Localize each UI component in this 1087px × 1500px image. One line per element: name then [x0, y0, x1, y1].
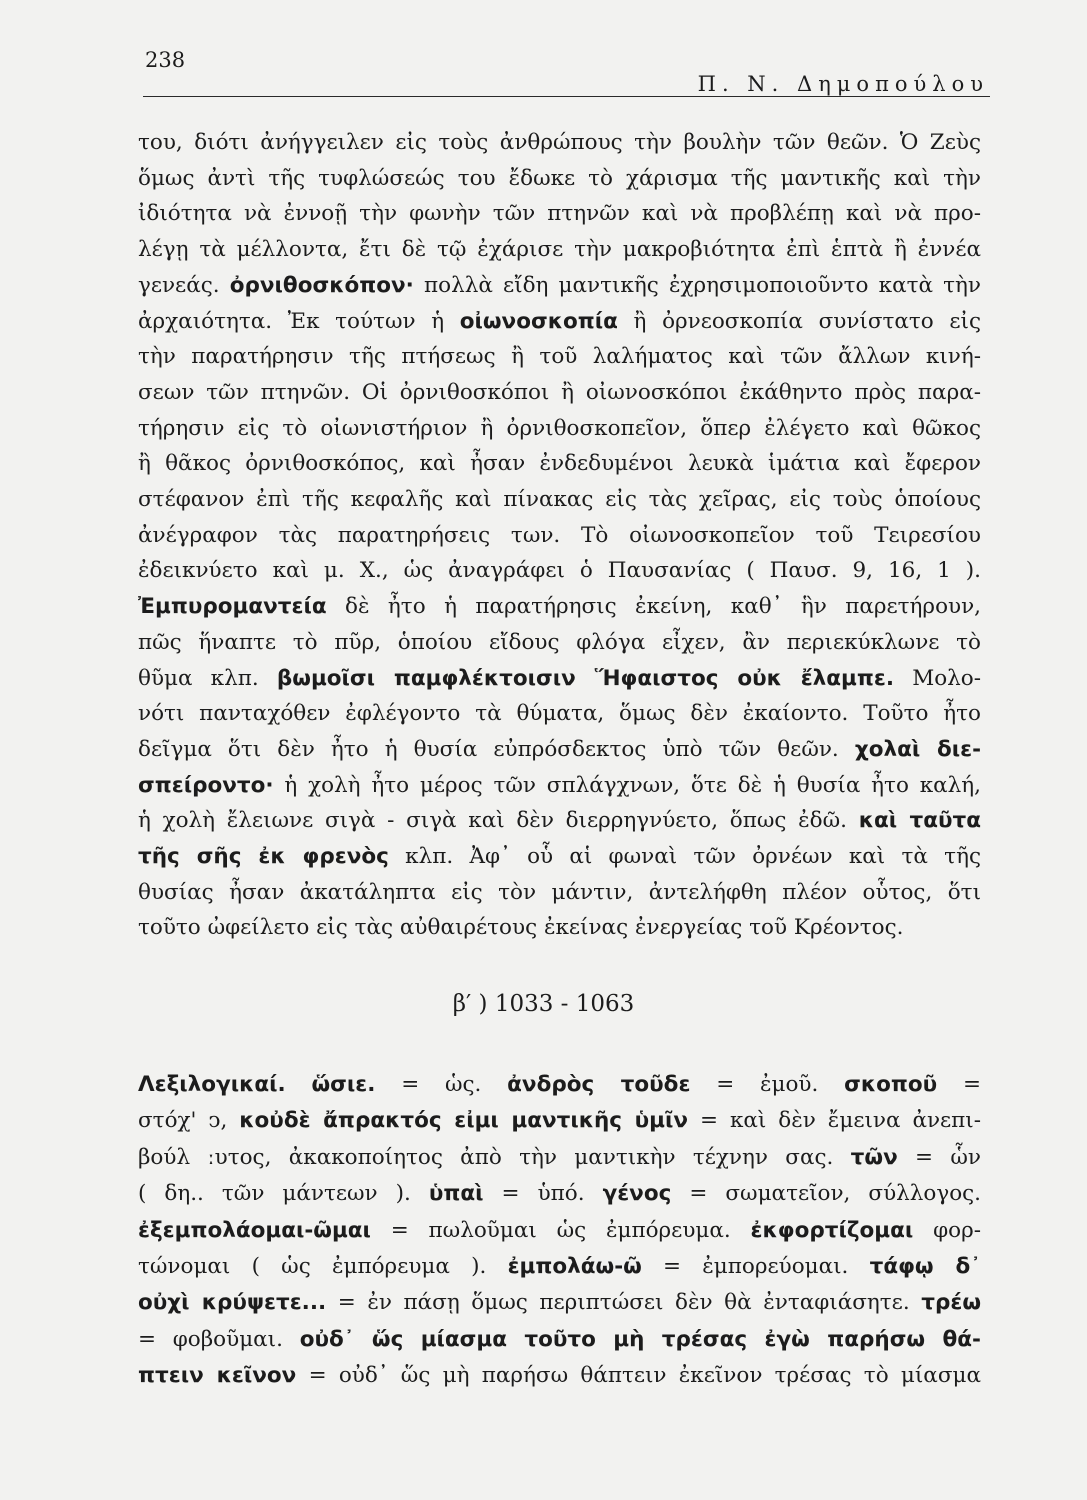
- text-run: = οὐδ᾽ ὥς μὴ παρήσω θάπτειν ἐκεῖνον τρέσας τὸ μίασμα: [296, 1363, 981, 1389]
- bold-term: ἐμπολάω-ῶ: [507, 1254, 642, 1279]
- text-line: [138, 378, 981, 408]
- text-run: ἢ ὀρνεοσκοπία συνίστατο εἰς: [617, 308, 981, 334]
- text-run: = ὑπό.: [483, 1181, 603, 1207]
- text-line: [138, 1288, 981, 1318]
- text-run: γενεάς.: [138, 272, 230, 298]
- text-line: [138, 735, 981, 765]
- running-head: Π. Ν. Δημοπούλου: [697, 72, 989, 96]
- text-run: ὅμως ἀντὶ τῆς τυφλώσεώς του ἔδωκε τὸ χάρισμα τῆς μαντικῆς καὶ τὴν: [138, 165, 981, 191]
- text-line: [138, 806, 981, 836]
- text-run: στέφανον ἐπὶ τῆς κεφαλῆς καὶ πίνακας εἰς τὰς χεῖρας, εἰς τοὺς ὁποίους: [138, 487, 981, 512]
- text-line: [138, 1143, 981, 1173]
- text-line: [138, 414, 981, 444]
- text-line: [138, 664, 981, 694]
- text-run: ἀρχαιότητα. Ἐκ τούτων ἡ: [138, 308, 460, 334]
- text-line: [138, 342, 981, 372]
- text-run: [286, 1072, 312, 1097]
- text-line: [138, 1106, 981, 1136]
- text-line: [138, 1070, 981, 1100]
- bold-term: Ἐμπυρομαντεία: [138, 594, 327, 620]
- bold-term: καὶ ταῦτα: [858, 808, 981, 834]
- text-line: [138, 771, 981, 801]
- text-line: [138, 1325, 981, 1355]
- text-run: κλπ. Ἀφ᾽ οὗ αἱ φωναὶ τῶν ὀρνέων καὶ τὰ τῆς: [388, 844, 981, 869]
- text-run: = ὡς.: [375, 1072, 508, 1097]
- text-line: [138, 271, 981, 301]
- page-number: 238: [145, 48, 186, 72]
- text-run: = ἐμπορεύομαι.: [641, 1254, 870, 1279]
- text-run: ἡ χολὴ ἦτο μέρος τῶν σπλάγχνων, ὅτε δὲ ἡ θυσία ἦτο καλή,: [273, 772, 981, 798]
- bold-term: ὑπαὶ: [428, 1181, 484, 1207]
- bold-term: χολαὶ διε-: [854, 736, 981, 762]
- bold-term: πτειν κεῖνον: [138, 1363, 297, 1389]
- text-run: = καὶ δὲν ἔμεινα ἀνεπι-: [688, 1108, 981, 1134]
- text-run: δεῖγμα ὅτι δὲν ἦτο ἡ θυσία εὐπρόσδεκτος ὑπὸ τῶν θεῶν.: [138, 736, 855, 762]
- text-run: τὴν παρατήρησιν τῆς πτήσεως ἢ τοῦ λαλήματος καὶ τῶν ἄλλων κινή-: [138, 344, 981, 370]
- text-run: πῶς ἥναπτε τὸ πῦρ, ὁποίου εἴδους φλόγα εἶχεν, ἂν περιεκύκλωνε τὸ: [138, 629, 981, 655]
- bold-term: τῶν: [850, 1144, 898, 1170]
- text-run: = πωλοῦμαι ὡς ἐμπόρευμα.: [370, 1217, 751, 1243]
- text-line: [138, 521, 981, 551]
- text-run: θῦμα κλπ.: [138, 665, 277, 691]
- text-line: [138, 235, 981, 265]
- text-run: ἰδιότητα νὰ ἐννοῇ τὴν φωνὴν τῶν πτηνῶν καὶ νὰ προβλέπῃ καὶ νὰ προ-: [138, 201, 981, 227]
- text-run: Μολο-: [894, 665, 981, 691]
- text-line: [138, 1179, 981, 1209]
- text-run: σεων τῶν πτηνῶν. Οἱ ὀρνιθοσκόποι ἢ οἰωνοσκόποι ἐκάθηντο πρὸς παρα-: [138, 379, 981, 405]
- text-run: τοῦτο ὠφείλετο εἰς τὰς αὐθαιρέτους ἐκείνας ἐνεργείας τοῦ Κρέοντος.: [138, 915, 904, 941]
- text-run: τήρησιν εἰς τὸ οἰωνιστήριον ἢ ὀρνιθοσκοπεῖον, ὅπερ ἐλέγετο καὶ θῶκος: [138, 415, 981, 441]
- text-run: ( δη.. τῶν μάντεων ).: [138, 1181, 429, 1207]
- bold-term: τρέω: [921, 1290, 981, 1316]
- text-line: [138, 628, 981, 658]
- header-rule: [143, 96, 990, 97]
- bold-term: οὐδ᾽ ὥς μίασμα τοῦτο μὴ τρέσας ἐγὼ παρήσω θά-: [299, 1326, 981, 1352]
- text-run: ἢ θᾶκος ὀρνιθοσκόπος, καὶ ἦσαν ἐνδεδυμένοι λευκὰ ἱμάτια καὶ ἔφερον: [138, 451, 981, 477]
- text-run: = σωματεῖον, σύλλογος.: [671, 1181, 982, 1207]
- section-heading: β′ ) 1033 - 1063: [452, 991, 635, 1017]
- text-line: [138, 556, 981, 586]
- text-run: ἀνέγραφον τὰς παρατηρήσεις των. Τὸ οἰωνοσκοπεῖον τοῦ Τειρεσίου: [138, 522, 981, 548]
- text-run: φορ-: [913, 1217, 981, 1243]
- text-run: =: [937, 1072, 981, 1097]
- bold-term: τῆς σῆς ἐκ φρενὸς: [138, 844, 389, 869]
- text-run: του, διότι ἀνήγγειλεν εἰς τοὺς ἀνθρώπους τὴν βουλὴν τῶν θεῶν. Ὁ Ζεὺς: [138, 130, 981, 155]
- text-line: [138, 128, 981, 158]
- bold-term: ἐξεμπολάομαι-ῶμαι: [138, 1217, 371, 1243]
- text-run: δὲ ἦτο ἡ παρατήρησις ἐκείνη, καθ᾽ ἣν παρετήρουν,: [326, 594, 981, 620]
- text-run: = ἐν πάσῃ ὅμως περιπτώσει δὲν θὰ ἐνταφιάσητε.: [326, 1290, 922, 1316]
- text-run: = φοβοῦμαι.: [138, 1326, 300, 1352]
- text-line: [138, 485, 981, 515]
- bold-term: σπείροντο·: [138, 772, 274, 798]
- text-line: [138, 699, 981, 729]
- text-line: [138, 842, 981, 872]
- text-line: [138, 164, 981, 194]
- bold-term: σκοποῦ: [844, 1072, 938, 1097]
- text-run: τώνομαι ( ὡς ἐμπόρευμα ).: [138, 1254, 508, 1279]
- bold-term: κοὐδὲ ἄπρακτός εἰμι μαντικῆς ὑμῖν: [239, 1108, 689, 1134]
- text-line: [138, 307, 981, 337]
- bold-term: βωμοῖσι παμφλέκτοισιν Ἥφαιστος οὐκ ἔλαμπε.: [276, 665, 895, 691]
- text-line: [138, 1216, 981, 1246]
- text-line: [138, 878, 981, 908]
- bold-term: Λεξιλογικαί.: [138, 1072, 286, 1097]
- text-line: [138, 449, 981, 479]
- text-run: βούλ ːυτος, ἀκακοποίητος ἀπὸ τὴν μαντικὴν τέχνην σας.: [138, 1144, 851, 1170]
- bold-term: ἀνδρὸς τοῦδε: [507, 1072, 691, 1097]
- bold-term: ἐκφορτίζομαι: [750, 1217, 914, 1243]
- text-run: = ὧν: [897, 1144, 981, 1170]
- text-line: [138, 592, 981, 622]
- text-run: λέγῃ τὰ μέλλοντα, ἔτι δὲ τῷ ἐχάρισε τὴν μακροβιότητα ἐπὶ ἑπτὰ ἢ ἐννέα: [138, 237, 981, 263]
- text-line: [138, 1252, 981, 1282]
- text-run: πολλὰ εἴδη μαντικῆς ἐχρησιμοποιοῦντο κατὰ τὴν: [413, 272, 981, 298]
- bold-term: τάφῳ δ᾽: [869, 1254, 981, 1279]
- text-line: [138, 1361, 981, 1391]
- text-run: θυσίας ἦσαν ἀκατάληπτα εἰς τὸν μάντιν, ἀντελήφθη πλέον οὗτος, ὅτι: [138, 879, 981, 905]
- bold-term: οἰωνοσκοπία: [459, 308, 618, 334]
- text-line: [138, 913, 981, 943]
- text-run: = ἐμοῦ.: [690, 1072, 845, 1097]
- text-run: ἐδεικνύετο καὶ μ. Χ., ὡς ἀναγράφει ὁ Παυσανίας ( Παυσ. 9, 16, 1 ).: [138, 558, 981, 584]
- text-run: νότι πανταχόθεν ἐφλέγοντο τὰ θύματα, ὅμως δὲν ἐκαίοντο. Τοῦτο ἦτο: [138, 701, 981, 727]
- bold-term: γένος: [602, 1181, 672, 1207]
- bold-term: οὐχὶ κρύψετε...: [138, 1290, 327, 1316]
- bold-term: ὀρνιθοσκόπον·: [229, 272, 414, 298]
- text-run: ἡ χολὴ ἔλειωνε σιγὰ - σιγὰ καὶ δὲν διερρηγνύετο, ὅπως ἐδῶ.: [138, 808, 859, 834]
- text-run: στόχ' ͻ,: [138, 1108, 240, 1134]
- text-line: [138, 199, 981, 229]
- bold-term: ὥσιε.: [311, 1072, 376, 1097]
